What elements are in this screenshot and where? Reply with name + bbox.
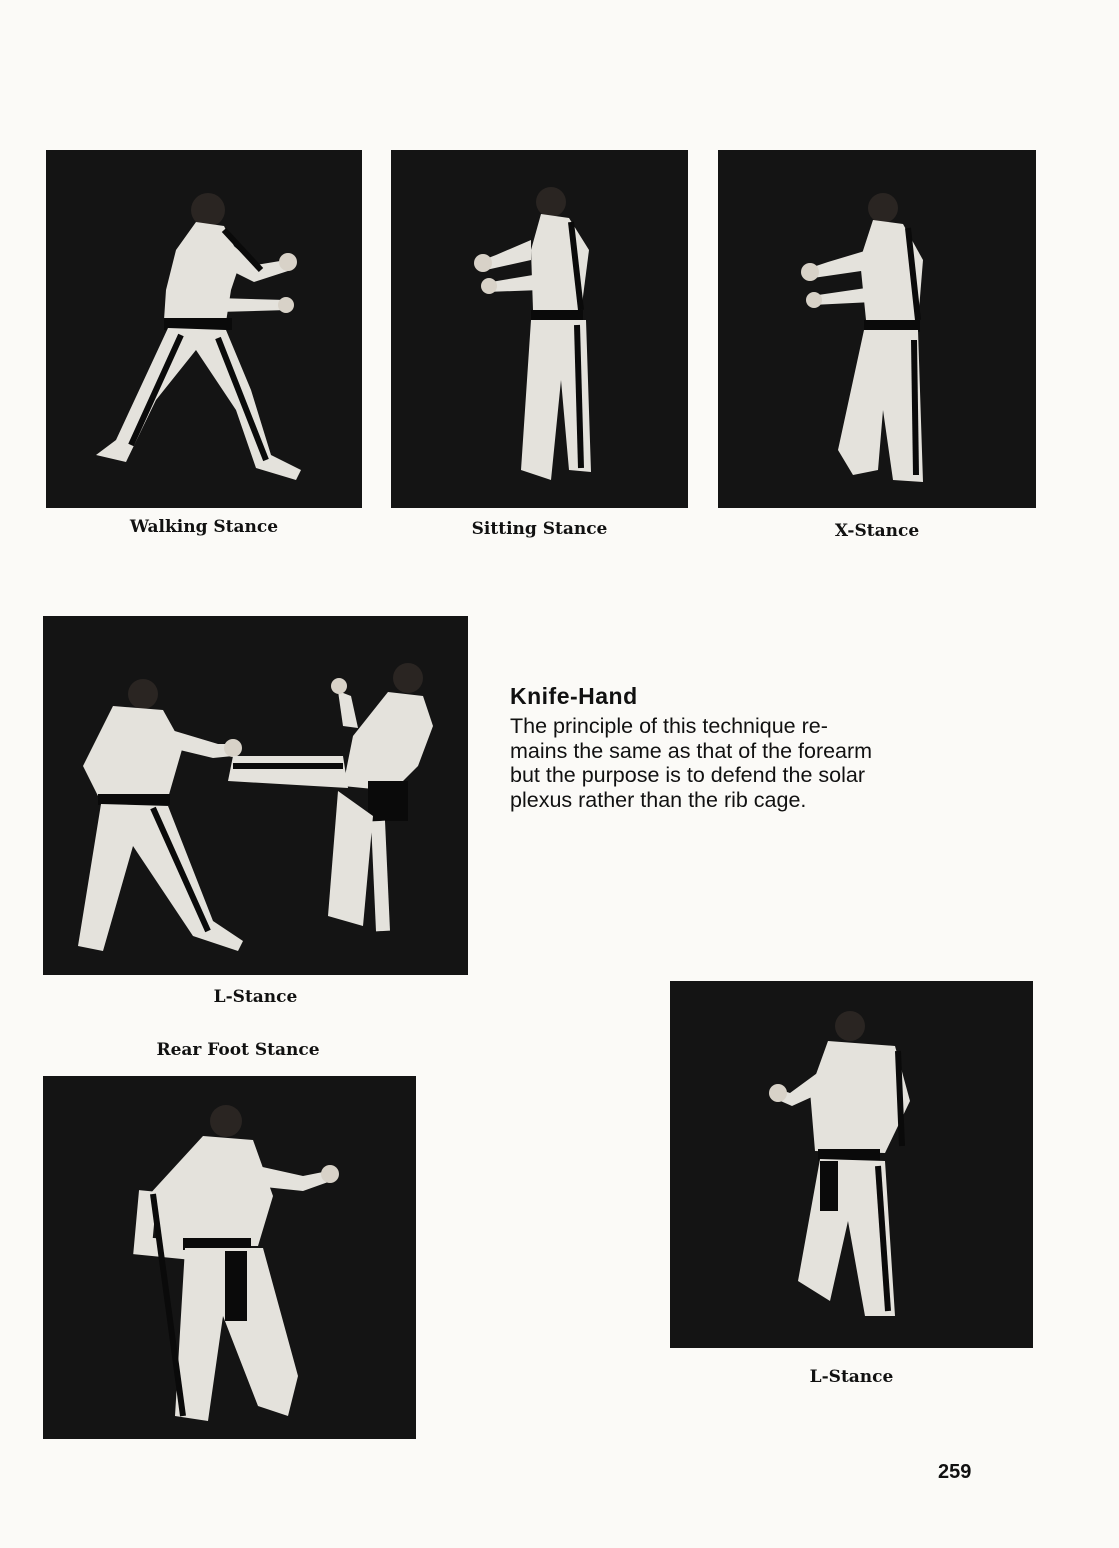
photo-l-stance [670, 981, 1033, 1348]
section-heading: Knife-Hand [510, 683, 638, 709]
photo-walking-stance [46, 150, 362, 508]
caption-rear-foot-stance: Rear Foot Stance [156, 1040, 320, 1060]
martial-artist-figure [391, 150, 688, 508]
caption-l-stance: L-Stance [213, 987, 298, 1007]
martial-artist-figure [46, 150, 362, 508]
photo-x-stance [718, 150, 1036, 508]
section-body [510, 714, 940, 812]
caption-walking-stance: Walking Stance [129, 517, 279, 537]
photo-sitting-stance [391, 150, 688, 508]
body-line: plexus rather than the rib cage. [510, 787, 807, 812]
martial-artist-figure [718, 150, 1036, 508]
body-line: The principle of this technique re- [510, 714, 828, 738]
body-line: mains the same as that of the forearm [510, 738, 873, 763]
body-line: but the purpose is to defend the solar [510, 763, 865, 787]
photo-l-stance-kick [43, 616, 468, 975]
caption-sitting-stance: Sitting Stance [471, 519, 608, 539]
caption-x-stance: X-Stance [834, 521, 920, 541]
martial-artist-figures [43, 616, 468, 975]
page-number: 259 [938, 1461, 972, 1483]
martial-artist-figure [43, 1076, 416, 1439]
photo-rear-foot-stance [43, 1076, 416, 1439]
caption-l-stance-2: L-Stance [809, 1367, 894, 1387]
martial-artist-figure [670, 981, 1033, 1348]
